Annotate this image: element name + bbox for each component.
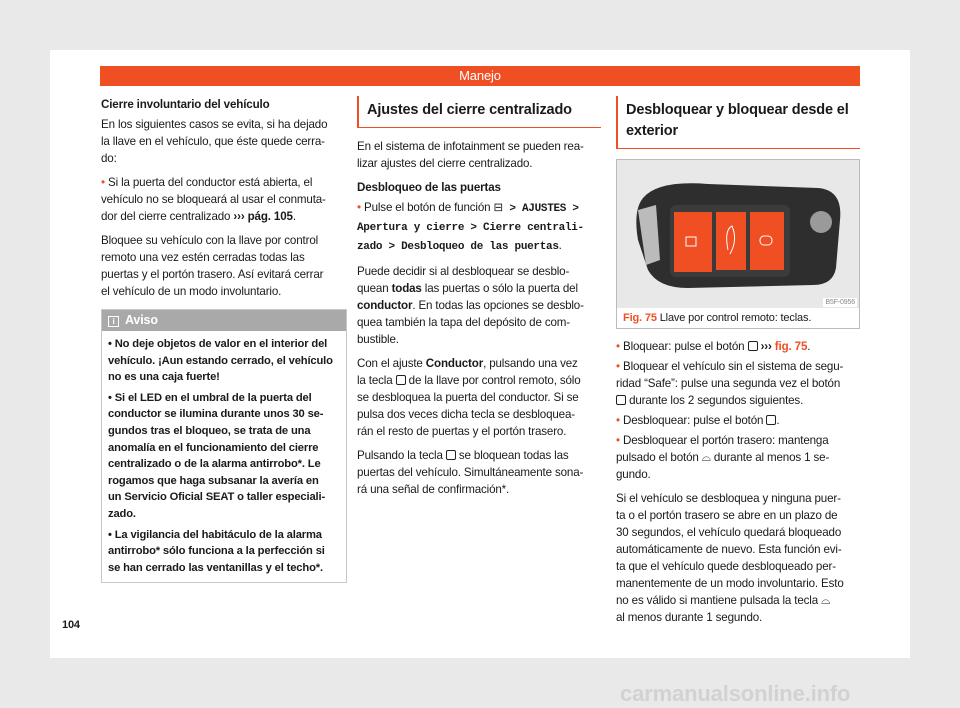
column-3 [616,96,862,633]
figure-reference-link[interactable]: fig. 75 [771,340,808,353]
page-number: 104 [62,619,80,631]
menu-icon: ⊟ [493,201,504,214]
heading-central-locking-settings: Ajustes del cierre centralizado [357,96,601,128]
info-icon: i [108,316,119,327]
notice-header [102,310,346,331]
bullet-item: • Si la puerta del conductor está abierta, el vehículo no se bloqueará al usar el conmuta- dor del cierre centralizado ››› pág. 105. [101,176,326,223]
remote-key-image [617,160,859,308]
notice-item: • La vigilancia del habitáculo de la alarma antirrobo* sólo funciona a la perfección si se han cerrado las ventanillas y el techo*. [108,528,325,574]
column-2 [357,96,603,505]
intro-text: En los siguientes casos se evita, si ha dejado la llave en el vehículo, que éste quede cerra- do: [101,118,328,165]
paragraph: Con el ajuste Conductor, pulsando una vez la tecla de la llave por control remoto, sólo se desbloquea la puerta del conductor. Si se pulsa dos veces dicha tecla se desbloquea- rán el resto de puertas y el portón trasero. [357,357,581,438]
trunk-icon: ⌓ [821,594,831,607]
paragraph: Puede decidir si al desbloquear se desblo- quean todas las puertas o sólo la puerta del conductor. En todas las opciones se desblo- quea también la tapa del depósito de com- bustible. [357,265,584,346]
lock-icon [446,450,456,460]
lock-icon [616,395,626,405]
paragraph: Pulsando la tecla se bloquean todas las puertas del vehículo. Simultáneamente sona- rá una señal de confirmación*. [357,449,584,496]
section-header: Manejo [100,66,860,86]
column-1 [101,96,347,583]
notice-box [101,309,347,583]
notice-title: Aviso [125,313,158,327]
heading-involuntary-lock: Cierre involuntario del vehículo [101,98,270,111]
subheading: Desbloqueo de las puertas [357,181,501,194]
notice-item: • Si el LED en el umbral de la puerta del conductor se ilumina durante unos 30 se- gundos tras el bloqueo, se trata de una anomalía en el funcionamiento del cierre centralizado o de la alarma antirrobo*. Le rogamos que haga subsanar la avería en un Servicio Oficial SEAT o taller especiali- zado. [108,391,326,520]
trunk-button [716,212,746,270]
lock-button [750,212,784,270]
lock-icon [748,341,758,351]
bullet-item: • Desbloquear el portón trasero: mantenga pulsado el botón ⌓ durante al menos 1 se- gundo. [616,434,830,481]
bullet-item: • Pulse el botón de función ⊟ > AJUSTES > Apertura y cierre > Cierre centrali- zado > Desbloqueo de las puertas. [357,201,584,253]
paragraph: Si el vehículo se desbloquea y ninguna puer- ta o el portón trasero se abre en un plazo de 30 segundos, el vehículo quedará bloqueado automáticamente de nuevo. Esta función evi- ta que el vehículo quede desbloqueado per- manentemente de un modo involuntario. Esto no es válido si mantiene pulsada la tecla ⌓ al menos durante 1 segundo. [616,492,844,624]
bullet-item: • Bloquear: pulse el botón ››› fig. 75. [616,340,811,353]
trunk-icon: ⌓ [701,451,711,464]
unlock-icon [396,375,406,385]
menu-path: > AJUSTES > Apertura y cierre > Cierre centrali- zado > Desbloqueo de las puertas [357,203,584,253]
figure-75 [616,159,860,329]
watermark: carmanualsonline.info [620,681,851,706]
notice-item: • No deje objetos de valor en el interior del vehículo. ¡Aun estando cerrado, el vehículo no es una caja fuerte! [108,338,333,384]
intro-text: En el sistema de infotainment se pueden rea- lizar ajustes del cierre centralizado. [357,140,584,170]
bullet-item: • Desbloquear: pulse el botón . [616,414,780,427]
bullet-text: Si la puerta del conductor está abierta, el vehículo no se bloqueará al usar el conmuta- dor del cierre centralizado [101,176,326,223]
page-reference-link[interactable]: ››› pág. 105 [233,210,293,223]
unlock-button [674,212,712,272]
unlock-icon [766,415,776,425]
bullet-icon: • [101,176,108,189]
heading-unlock-lock-exterior: Desbloquear y bloquear desde el exterior [616,96,860,149]
figure-caption: Fig. 75 Llave por control remoto: teclas. [623,312,812,324]
paragraph: Bloquee su vehículo con la llave por control remoto una vez estén cerradas todas las puertas y el portón trasero. Así evitará cerrar el vehículo de un modo involuntario. [101,234,324,298]
bullet-item: • Bloquear el vehículo sin el sistema de segu- ridad “Safe”: pulse una segunda vez el botón durante los 2 segundos siguientes. [616,360,844,407]
figure-code: B5F-0956 [825,299,855,306]
